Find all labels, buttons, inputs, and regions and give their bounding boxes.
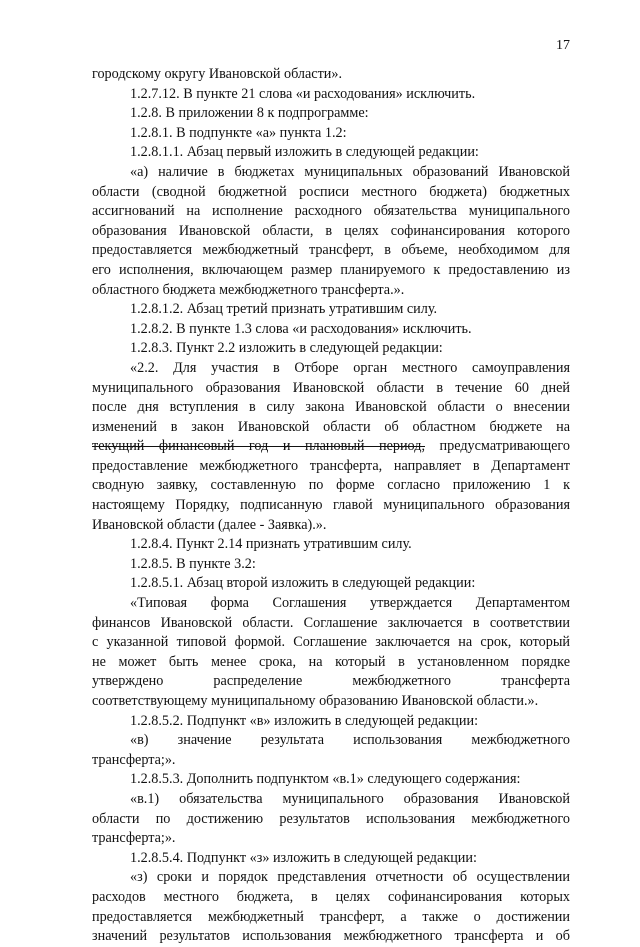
- text-line: утверждено распределение межбюджетного трансферта: [92, 673, 570, 690]
- text-line: 1.2.8.5.1. Абзац второй изложить в следующей редакции:: [130, 575, 476, 592]
- page-number: 17: [556, 38, 570, 53]
- text-line: «а) наличие в бюджетах муниципальных образований Ивановской: [130, 163, 570, 180]
- text-line: предоставляется межбюджетный трансферт, в объеме, необходимом для: [92, 242, 570, 259]
- text-line: финансов Ивановской области. Соглашение заключается в соответствии: [92, 614, 570, 631]
- text-line: 1.2.8.1. В подпункте «а» пункта 1.2:: [130, 124, 347, 141]
- text-fragment: предусматривающего: [439, 438, 570, 455]
- document-body: [92, 65, 570, 947]
- struck-text: текущий финансовый год и плановый период,: [92, 438, 425, 455]
- text-line: трансферта;».: [92, 830, 176, 847]
- text-line: «в.1) обязательства муниципального образования Ивановской: [130, 790, 570, 807]
- text-line: области по достижению результатов использования межбюджетного: [92, 810, 570, 827]
- text-line: области (сводной бюджетной росписи местного бюджета) бюджетных: [92, 183, 570, 200]
- text-line: изменений в закон Ивановской области об областном бюджете на: [92, 418, 570, 435]
- text-line: областного бюджета межбюджетного трансферта.».: [92, 281, 405, 298]
- text-line: предоставление межбюджетного трансферта, направляет в Департамент: [92, 457, 570, 474]
- text-line: «2.2. Для участия в Отборе орган местного самоуправления: [130, 359, 570, 376]
- text-line: настоящему Порядку, подписанную главой муниципального образования: [92, 497, 570, 514]
- text-line: «з) сроки и порядок представления отчетности об осуществлении: [130, 869, 570, 886]
- text-line: «Типовая форма Соглашения утверждается Департаментом: [130, 595, 570, 612]
- text-line: Ивановской области (далее - Заявка).».: [92, 516, 327, 533]
- text-line: сводную заявку, составленную по форме согласно приложению 1 к: [92, 477, 570, 494]
- text-line: ассигнований на исполнение расходного обязательства муниципального: [92, 203, 570, 220]
- text-line: 1.2.8.5. В пункте 3.2:: [130, 555, 256, 572]
- text-line: не может быть менее срока, на который в установленном порядке: [92, 653, 570, 670]
- text-line: образования Ивановской области, в целях софинансирования которого: [92, 222, 570, 239]
- text-line: соответствующему муниципальному образованию Ивановской области.».: [92, 693, 539, 709]
- text-line: 1.2.8.5.2. Подпункт «в» изложить в следующей редакции:: [130, 712, 479, 729]
- text-line: 1.2.7.12. В пункте 21 слова «и расходования» исключить.: [130, 85, 476, 102]
- text-line: муниципального образования Ивановской области в течение 60 дней: [92, 379, 570, 396]
- text-line: 1.2.8.5.3. Дополнить подпунктом «в.1» следующего содержания:: [130, 771, 521, 788]
- text-line: предоставляется межбюджетный трансферт, а также о достижении: [92, 908, 570, 925]
- text-line: 1.2.8.3. Пункт 2.2 изложить в следующей редакции:: [130, 340, 443, 357]
- text-line: 1.2.8.1.1. Абзац первый изложить в следующей редакции:: [130, 144, 479, 161]
- text-line: расходов местного бюджета, в целях софинансирования которых: [92, 888, 570, 905]
- text-line: городскому округу Ивановской области».: [92, 66, 343, 82]
- text-line: «в) значение результата использования межбюджетного: [130, 732, 570, 749]
- text-line: его исполнения, включающем размер планируемого к предоставлению из: [92, 261, 570, 278]
- text-line: 1.2.8.4. Пункт 2.14 признать утратившим силу.: [130, 536, 412, 553]
- text-line: трансферта;».: [92, 751, 176, 768]
- text-line: 1.2.8. В приложении 8 к подпрограмме:: [130, 105, 369, 122]
- text-line: значений результатов использования межбюджетного трансферта и об: [92, 928, 570, 945]
- text-line: 1.2.8.2. В пункте 1.3 слова «и расходования» исключить.: [130, 320, 472, 337]
- text-line: 1.2.8.5.4. Подпункт «з» изложить в следующей редакции:: [130, 849, 477, 866]
- text-line: [92, 437, 570, 457]
- text-line: 1.2.8.1.2. Абзац третий признать утратившим силу.: [130, 301, 438, 318]
- text-line: с указанной типовой формой. Соглашение заключается на срок, который: [92, 634, 570, 651]
- text-line: после дня вступления в силу закона Ивановской области о внесении: [92, 399, 570, 416]
